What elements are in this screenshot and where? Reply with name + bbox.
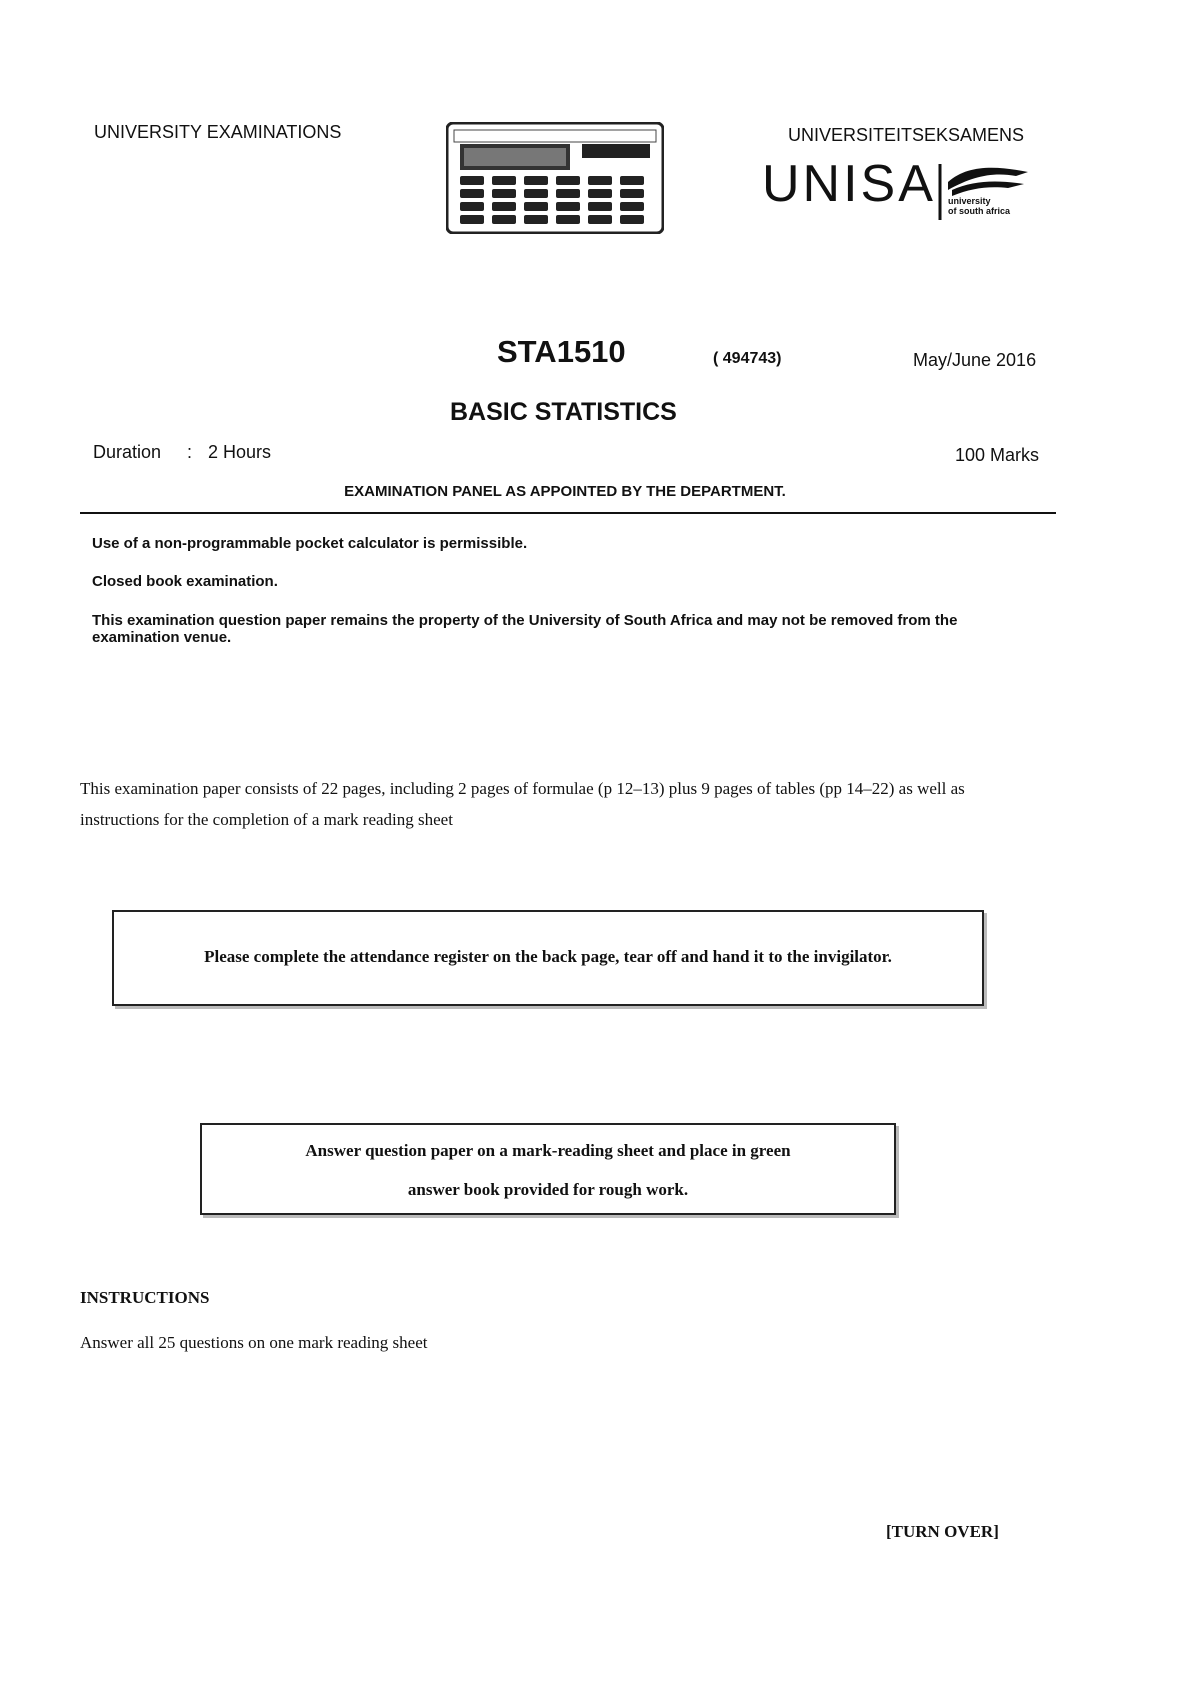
calculator-key — [620, 202, 644, 211]
calculator-key — [556, 189, 580, 198]
course-code: STA1510 — [497, 334, 626, 369]
calculator-key — [492, 202, 516, 211]
unisa-logo-word: UNISA — [762, 155, 936, 213]
duration-separator: : — [187, 442, 193, 462]
calculator-key — [460, 215, 484, 224]
calculator-key — [588, 176, 612, 185]
paper-contents-text: This examination paper consists of 22 pages, including 2 pages of formulae (p 12–13) plus 9 pages of tables (pp 14–22) as well as instructions for the completion of a mark reading sheet — [80, 779, 965, 829]
calculator-key — [524, 215, 548, 224]
calculator-key — [492, 215, 516, 224]
attendance-notice-text: Please complete the attendance register on the back page, tear off and hand it to the invigilator. — [204, 947, 892, 966]
answer-notice-box — [200, 1123, 896, 1215]
total-marks: 100 Marks — [955, 445, 1040, 465]
calculator-key — [620, 215, 644, 224]
calculator-icon — [446, 122, 664, 234]
calculator-key — [492, 189, 516, 198]
calculator-key — [588, 202, 612, 211]
rule-closed-book: Closed book examination. — [92, 573, 278, 590]
calculator-key — [460, 176, 484, 185]
duration-value: 2 Hours — [208, 442, 272, 462]
answer-notice-line-1: Answer question paper on a mark-reading sheet and place in green — [305, 1141, 791, 1160]
calculator-key — [620, 189, 644, 198]
header-left-title: UNIVERSITY EXAMINATIONS — [94, 122, 342, 142]
answer-notice-line-2: answer book provided for rough work. — [407, 1180, 689, 1199]
unisa-logo-sub-line-1: university — [948, 196, 991, 206]
calculator-key — [524, 176, 548, 185]
attendance-notice-box — [112, 910, 984, 1006]
rule-calculator: Use of a non-programmable pocket calculator is permissible. — [92, 535, 528, 552]
course-title: BASIC STATISTICS — [450, 398, 677, 426]
calculator-key — [620, 176, 644, 185]
calculator-key — [492, 176, 516, 185]
calculator-key — [524, 202, 548, 211]
calculator-key — [588, 215, 612, 224]
instructions-heading: INSTRUCTIONS — [80, 1288, 210, 1307]
calculator-key — [460, 189, 484, 198]
calculator-key — [556, 202, 580, 211]
unisa-logo — [762, 155, 936, 213]
header-divider — [80, 512, 1056, 514]
header-right-title: UNIVERSITEITSEKSAMENS — [788, 125, 1025, 145]
exam-date: May/June 2016 — [913, 350, 1037, 370]
unisa-logo-sub-line-2: of south africa — [948, 206, 1011, 216]
unisa-logo-subtitle — [948, 196, 1010, 216]
duration-label: Duration — [93, 442, 162, 462]
rule-property: This examination question paper remains the property of the University of South Africa and may not be removed from the examination venue. — [92, 612, 958, 646]
calculator-key — [556, 176, 580, 185]
calculator-key — [556, 215, 580, 224]
calculator-key — [588, 189, 612, 198]
instructions-body: Answer all 25 questions on one mark reading sheet — [80, 1333, 428, 1352]
calculator-key — [524, 189, 548, 198]
examination-panel: EXAMINATION PANEL AS APPOINTED BY THE DEPARTMENT. — [344, 483, 786, 500]
calculator-key — [460, 202, 484, 211]
turn-over-label: [TURN OVER] — [886, 1522, 999, 1541]
paper-reference: ( 494743) — [713, 350, 782, 367]
